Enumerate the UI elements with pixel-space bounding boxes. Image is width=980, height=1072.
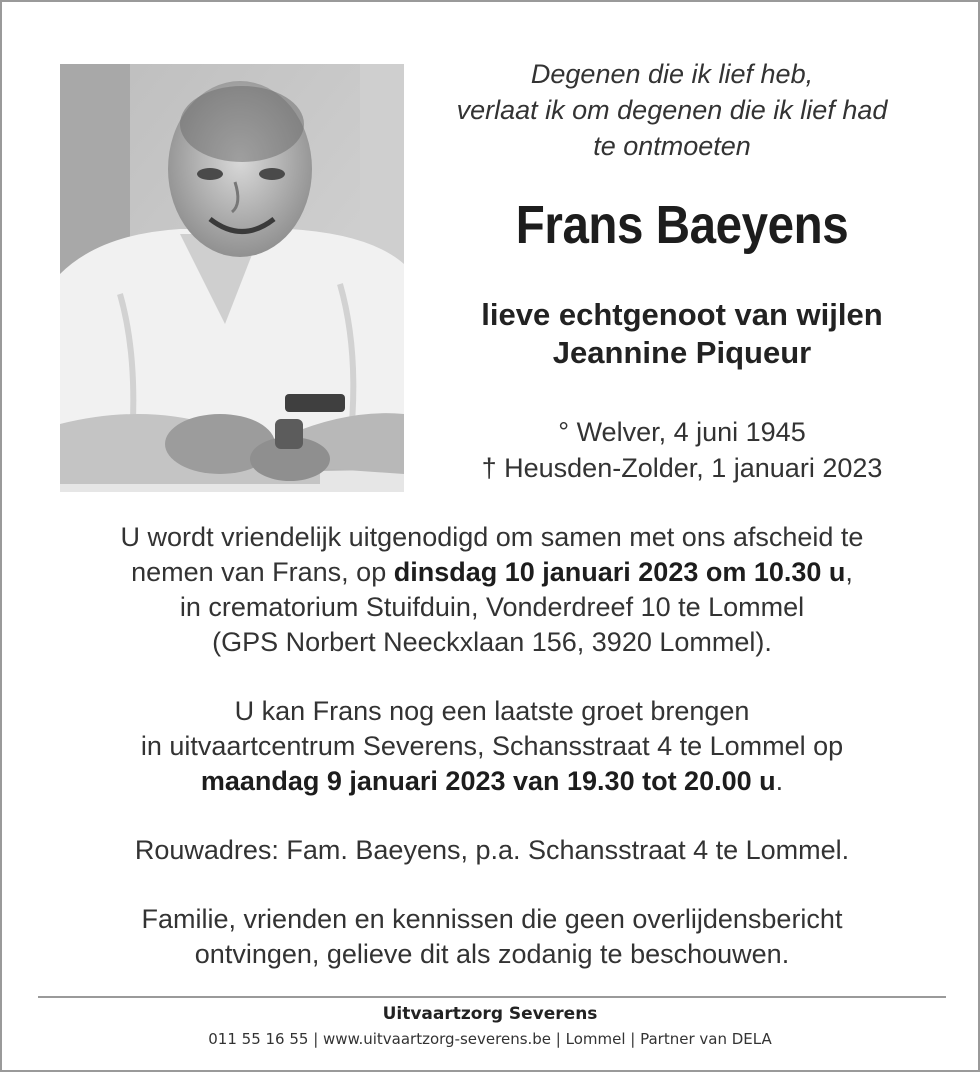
visitation-date: maandag 9 januari 2023 van 19.30 tot 20.00 u <box>200 766 776 796</box>
spouse-name: Jeannine Piqueur <box>552 335 812 370</box>
death-date: † Heusden-Zolder, 1 januari 2023 <box>481 453 883 483</box>
ceremony-date-post: , <box>845 557 853 587</box>
ceremony-date-pre: nemen van Frans, op <box>131 557 394 587</box>
funeral-contact: 011 55 16 55 | www.uitvaartzorg-severens.be | Lommel | Partner van DELA <box>208 1030 772 1048</box>
poem-line: Degenen die ik lief heb, <box>530 59 814 89</box>
poem-line: te ontmoeten <box>593 131 751 161</box>
notice-line: Familie, vrienden en kennissen die geen overlijdensbericht <box>141 904 843 934</box>
ceremony-date-line <box>22 555 962 590</box>
mourning-address: Rouwadres: Fam. Baeyens, p.a. Schansstraat 4 te Lommel. <box>134 835 850 865</box>
ceremony-gps: (GPS Norbert Neeckxlaan 156, 3920 Lommel). <box>212 627 772 657</box>
ceremony-intro: U wordt vriendelijk uitgenodigd om samen met ons afscheid te <box>120 522 864 552</box>
deceased-name: Frans Baeyens <box>515 195 849 255</box>
notice-line: ontvingen, gelieve dit als zodanig te beschouwen. <box>194 939 790 969</box>
visitation-line: U kan Frans nog een laatste groet brengen <box>234 696 750 726</box>
ceremony-date: dinsdag 10 januari 2023 om 10.30 u <box>393 557 846 587</box>
spacer <box>22 660 962 694</box>
footer-divider <box>38 996 946 998</box>
ceremony-location: in crematorium Stuifduin, Vonderdreef 10 te Lommel <box>179 592 805 622</box>
birth-date: ° Welver, 4 juni 1945 <box>558 417 806 447</box>
notice-body <box>22 520 962 972</box>
poem <box>412 56 932 164</box>
visitation-date-line <box>22 764 962 799</box>
spacer <box>22 868 962 902</box>
visitation-location: in uitvaartcentrum Severens, Schansstraat 4 te Lommel op <box>140 731 844 761</box>
spacer <box>22 799 962 833</box>
life-dates <box>412 414 952 486</box>
relation-line: lieve echtgenoot van wijlen <box>481 297 883 332</box>
visitation-date-post: . <box>775 766 784 796</box>
portrait-photo <box>60 64 404 492</box>
relation <box>412 296 952 372</box>
funeral-company: Uitvaartzorg Severens <box>382 1004 598 1024</box>
poem-line: verlaat ik om degenen die ik lief had <box>456 95 888 125</box>
